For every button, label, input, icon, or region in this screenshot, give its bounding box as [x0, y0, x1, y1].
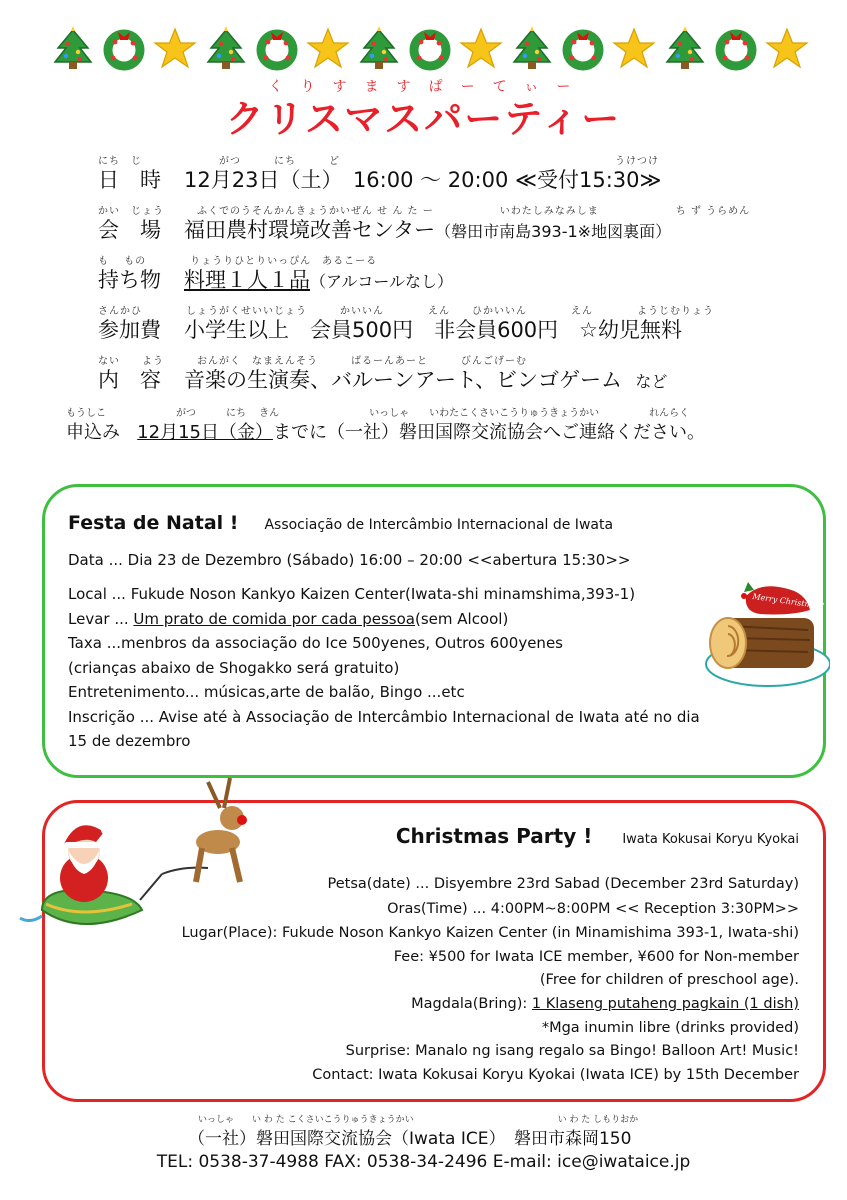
tree-icon — [50, 26, 96, 72]
en-title-line — [396, 824, 799, 848]
jp-fee-value: 小学生以上 会員500円 非会員600円 ☆幼児無料 — [184, 318, 682, 342]
jp-bring-ruby: も もの りょうりひとりいっぴん あるこーる — [98, 256, 378, 267]
en-bring-line — [411, 996, 799, 1012]
jp-date-value: 12月23日（土） 16:00 〜 20:00 ≪受付15:30≫ — [184, 168, 662, 192]
tree-icon — [203, 26, 249, 72]
en-time: Oras(Time) ... 4:00PM~8:00PM << Reception 3:30PM>> — [387, 901, 799, 917]
tree-icon — [662, 26, 708, 72]
en-title: Christmas Party ! — [395, 824, 593, 848]
en-contact: Contact: Iwata Kokusai Koryu Kyokai (Iwata ICE) by 15th December — [312, 1067, 799, 1083]
jp-content-key: 内 容 — [98, 368, 161, 392]
en-bring-value: 1 Klaseng putaheng pagkain (1 dish) — [531, 996, 799, 1012]
pt-inscription-date: 15 de dezembro — [68, 732, 191, 750]
wreath-icon — [254, 26, 300, 72]
wreath-icon — [407, 26, 453, 72]
pt-title-line — [68, 512, 613, 534]
pt-fee: Taxa ...menbros da associação do Ice 500yenes, Outros 600yenes — [68, 634, 563, 652]
jp-venue-value: 福田農村環境改善センター — [184, 218, 436, 242]
jp-date-key: 日 時 — [98, 168, 161, 192]
star-icon — [458, 26, 504, 72]
pt-local: Local ... Fukude Noson Kankyo Kaizen Center(Iwata-shi minamshima,393-1) — [68, 585, 636, 603]
footer-contact: TEL: 0538-37-4988 FAX: 0538-34-2496 E-mail: ice@iwataice.jp — [156, 1152, 691, 1172]
jp-venue-key: 会 場 — [98, 218, 161, 242]
pt-inscription: Inscrição ... Avise até à Associação de Intercâmbio Internacional de Iwata até no dia — [68, 708, 700, 726]
pt-fee-note: (crianças abaixo de Shogakko será gratuito) — [68, 659, 400, 677]
jp-fee-ruby: さんかひ しょうがくせいいじょう かいいん えん ひかいいん えん ようじむりょう — [98, 306, 714, 317]
jp-apply-key: 申込み — [66, 422, 120, 443]
jp-content-ruby: ない よう おんがく なまえんそう ばるーんあーと びんごげーむ — [98, 356, 527, 367]
wreath-icon — [101, 26, 147, 72]
pt-bring-value: Um prato de comida por cada pessoa — [133, 610, 415, 628]
jp-apply-value: までに（一社）磐田国際交流協会へご連絡ください。 — [272, 422, 705, 443]
en-surprise: Surprise: Manalo ng isang regalo sa Bingo! Balloon Art! Music! — [345, 1043, 799, 1059]
cake-text: Merry Christmas! — [751, 591, 825, 611]
pt-bring-line — [68, 610, 508, 628]
pt-title: Festa de Natal ! — [68, 512, 239, 534]
en-bring-label: Magdala(Bring): — [411, 996, 532, 1012]
jp-fee-key: 参加費 — [98, 318, 161, 342]
pt-bring-note: (sem Alcool) — [414, 610, 509, 628]
en-fee-note: (Free for children of preschool age). — [539, 972, 799, 988]
pt-date: Data ... Dia 23 de Dezembro (Sábado) 16:00 – 20:00 <<abertura 15:30>> — [68, 551, 631, 569]
en-drinks: *Mga inumin libre (drinks provided) — [541, 1020, 799, 1036]
star-icon — [764, 26, 810, 72]
jp-content-value: 音楽の生演奏、バルーンアート、ビンゴゲーム — [184, 368, 623, 392]
star-icon — [611, 26, 657, 72]
star-icon — [152, 26, 198, 72]
title-block — [0, 76, 847, 142]
jp-venue-address: （磐田市南島393-1※地図裏面） — [435, 222, 672, 241]
wreath-icon — [560, 26, 606, 72]
santa-sleigh-icon — [12, 770, 252, 940]
footer-org: （一社）磐田国際交流協会（Iwata ICE） 磐田市森岡150 — [188, 1129, 632, 1149]
tree-icon — [509, 26, 555, 72]
jp-bring-note: （アルコールなし） — [310, 272, 454, 291]
footer-ruby: いっしゃ い わ た こくさいこうりゅうきょうかい い わ た しもりおか — [198, 1115, 639, 1125]
title-ruby: くりすますぱーてぃー — [268, 79, 589, 95]
pt-entertainment: Entretenimento... músicas,arte de balão, Bingo ...etc — [68, 683, 465, 701]
star-icon — [305, 26, 351, 72]
jp-bring-value: 料理１人１品 — [184, 268, 310, 292]
wreath-icon — [713, 26, 759, 72]
pt-bring-label: Levar ... — [68, 610, 134, 628]
en-date: Petsa(date) ... Disyembre 23rd Sabad (December 23rd Saturday) — [327, 876, 799, 892]
tree-icon — [356, 26, 402, 72]
pt-org: Associação de Intercâmbio Internacional de Iwata — [264, 517, 614, 533]
jp-date-ruby: にち じ がつ にち ど うけつけ — [98, 156, 659, 167]
en-org: Iwata Kokusai Koryu Kyokai — [622, 832, 799, 847]
en-fee: Fee: ¥500 for Iwata ICE member, ¥600 for Non-member — [393, 949, 799, 965]
en-place: Lugar(Place): Fukude Noson Kankyo Kaizen Center (in Minamishima 393-1, Iwata-shi) — [181, 925, 799, 941]
yule-log-cake-icon — [700, 576, 830, 688]
decoration-row — [50, 26, 810, 72]
jp-apply-date: 12月15日（金） — [137, 422, 273, 443]
page-title: クリスマスパーティー — [225, 97, 622, 141]
jp-bring-key: 持ち物 — [98, 268, 161, 292]
jp-venue-ruby: かい じょう ふくでのうそんかんきょうかいぜん せ ん た ー いわたしみなみしま ち ず うらめん — [98, 206, 751, 217]
jp-apply-ruby: もうしこ がつ にち きん いっしゃ いわたこくさいこうりゅうきょうかい れんらく — [66, 408, 690, 419]
jp-content-etc: など — [635, 372, 668, 391]
